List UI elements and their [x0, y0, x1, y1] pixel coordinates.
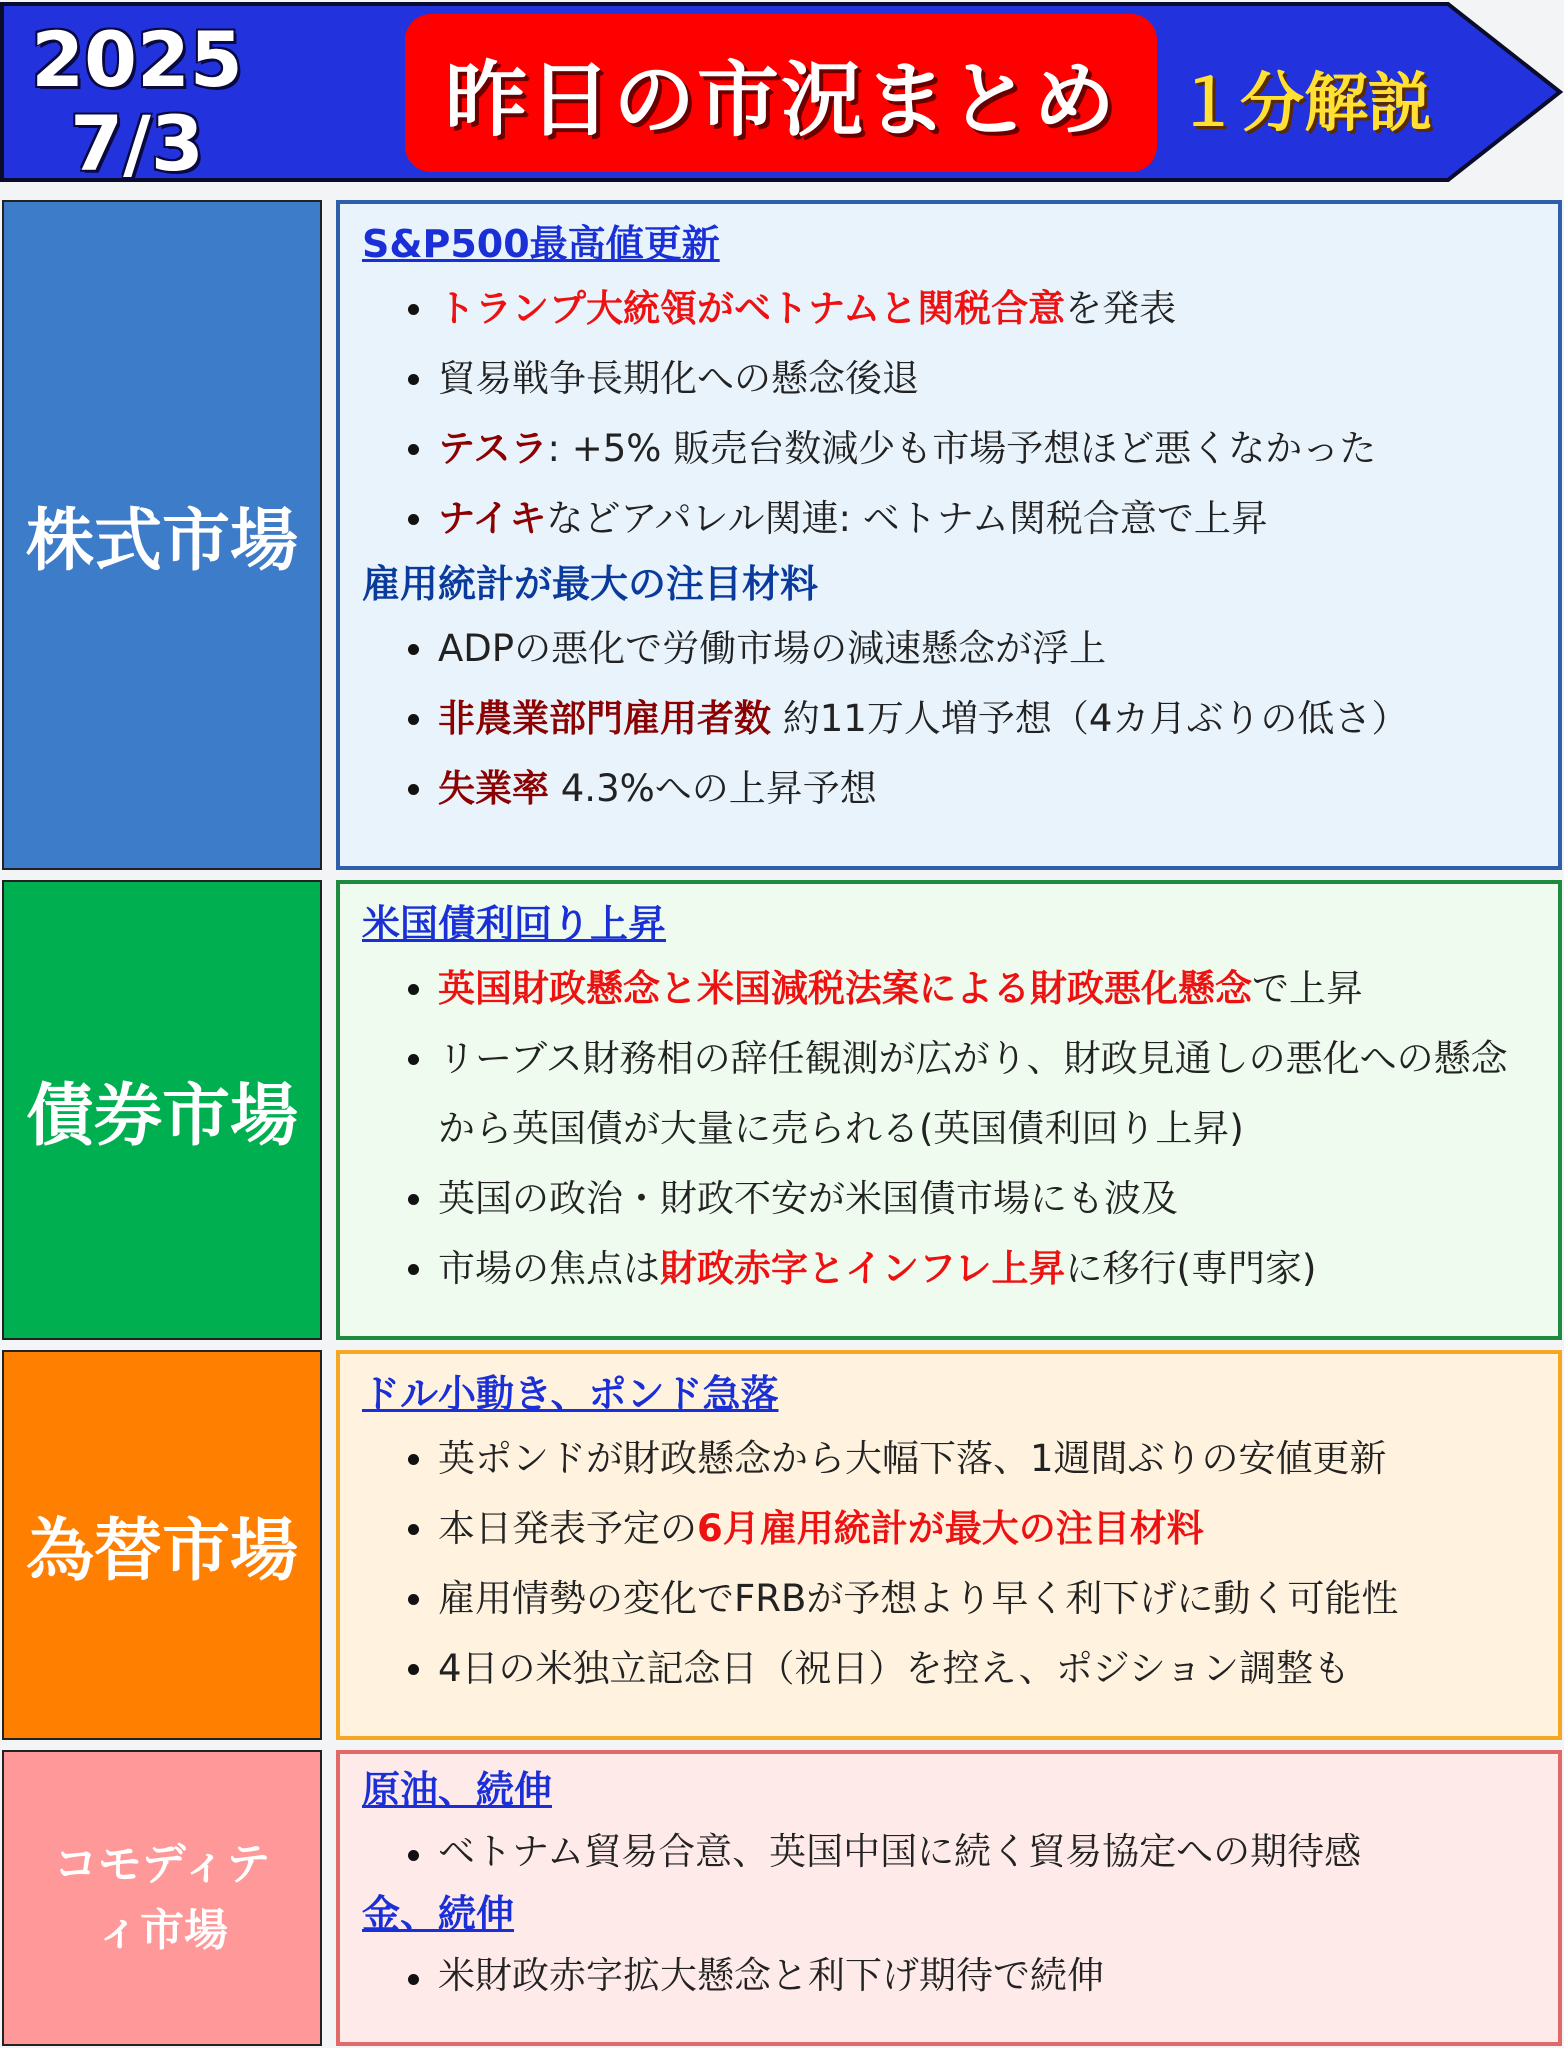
section-heading: 金、続伸 [362, 1892, 515, 1936]
header-banner [0, 0, 1564, 188]
list-item: 失業率 4.3%への上昇予想 [408, 754, 1538, 824]
section-heading: S&P500最高値更新 [362, 222, 720, 266]
bullet-list [362, 1424, 1538, 1704]
bullet-list [362, 1944, 1538, 2008]
section-label-stock: 株式市場 [2, 200, 322, 870]
list-item: 雇用情勢の変化でFRBが予想より早く利下げに動く可能性 [408, 1564, 1538, 1634]
section-label-line: ィ市場 [96, 1905, 228, 1956]
section-content-fx [336, 1350, 1562, 1740]
page-title: 昨日の市況まとめ [444, 52, 1117, 148]
list-item: 本日発表予定の6月雇用統計が最大の注目材料 [408, 1494, 1538, 1564]
section-label-fx: 為替市場 [2, 1350, 322, 1740]
section-label-commodity [2, 1750, 322, 2046]
section-heading: 米国債利回り上昇 [362, 902, 667, 946]
section-heading: 原油、続伸 [362, 1768, 553, 1812]
section-label-line: コモディテ [53, 1839, 271, 1890]
bullet-list [362, 1820, 1538, 1884]
list-item: 貿易戦争長期化への懸念後退 [408, 344, 1538, 414]
list-item: ナイキなどアパレル関連: ベトナム関税合意で上昇 [408, 484, 1538, 554]
section-heading: 雇用統計が最大の注目材料 [362, 562, 819, 606]
bullet-list [362, 274, 1538, 554]
date-day: 7/3 [70, 99, 204, 188]
list-item: ベトナム貿易合意、英国中国に続く貿易協定への期待感 [408, 1820, 1538, 1884]
list-item: 米財政赤字拡大懸念と利下げ期待で続伸 [408, 1944, 1538, 2008]
section-content-bond [336, 880, 1562, 1340]
list-item: ADPの悪化で労働市場の減速懸念が浮上 [408, 614, 1538, 684]
bullet-list [362, 614, 1538, 824]
date-year: 2025 [31, 15, 243, 104]
section-content-stock [336, 200, 1562, 870]
list-item: テスラ: +5% 販売台数減少も市場予想ほど悪くなかった [408, 414, 1538, 484]
list-item: 非農業部門雇用者数 約11万人増予想（4カ月ぶりの低さ） [408, 684, 1538, 754]
date-label [22, 15, 252, 188]
list-item: 英国の政治・財政不安が米国債市場にも波及 [408, 1164, 1538, 1234]
list-item: トランプ大統領がベトナムと関税合意を発表 [408, 274, 1538, 344]
title-box [405, 14, 1157, 172]
list-item: 4日の米独立記念日（祝日）を控え、ポジション調整も [408, 1634, 1538, 1704]
section-label-bond: 債券市場 [2, 880, 322, 1340]
list-item: 英ポンドが財政懸念から大幅下落、1週間ぶりの安値更新 [408, 1424, 1538, 1494]
list-item: リーブス財務相の辞任観測が広がり、財政見通しの悪化への懸念から英国債が大量に売られる(英国債利回り上昇) [408, 1024, 1538, 1164]
bullet-list [362, 954, 1538, 1304]
list-item: 英国財政懸念と米国減税法案による財政悪化懸念で上昇 [408, 954, 1538, 1024]
list-item: 市場の焦点は財政赤字とインフレ上昇に移行(専門家) [408, 1234, 1538, 1304]
page-subtitle: １分解説 [1176, 67, 1432, 141]
section-content-commodity [336, 1750, 1562, 2046]
section-heading: ドル小動き、ポンド急落 [362, 1372, 779, 1416]
